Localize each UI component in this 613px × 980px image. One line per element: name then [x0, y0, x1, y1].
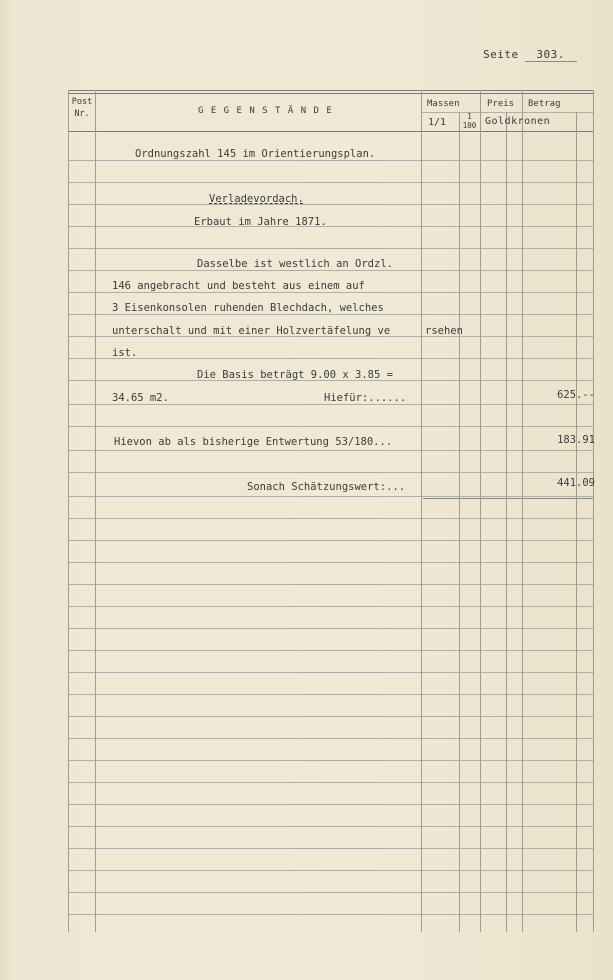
header-post-nr	[70, 96, 94, 120]
rule	[68, 738, 594, 739]
rule	[68, 606, 594, 607]
rule	[68, 694, 594, 695]
col-border	[593, 90, 594, 932]
amount-hievon: 183.91	[557, 434, 595, 446]
page-number-value: 303.	[525, 48, 577, 62]
rule	[68, 404, 594, 405]
entry-basis-1: Die Basis beträgt 9.00 x 3.85 =	[197, 369, 393, 381]
col-border	[480, 90, 481, 932]
entry-hievon: Hievon ab als bisherige Entwertung 53/180...	[114, 436, 393, 448]
rule	[68, 826, 594, 827]
col-border	[506, 112, 507, 932]
entry-built: Erbaut im Jahre 1871.	[194, 216, 327, 228]
rule	[68, 204, 594, 205]
header-gegenstaende: G E G E N S T Ä N D E	[198, 106, 333, 116]
rule	[68, 518, 594, 519]
col-border	[576, 112, 577, 932]
rule	[68, 182, 594, 183]
col-border	[68, 90, 69, 932]
header-massen-1-1: 1/1	[428, 117, 447, 128]
col-border	[421, 90, 422, 932]
amount-sonach: 441.09	[557, 477, 595, 489]
rule	[68, 672, 594, 673]
rule	[68, 716, 594, 717]
rule	[68, 848, 594, 849]
header-massen: Massen	[427, 99, 460, 109]
header-nr: Nr.	[74, 109, 90, 119]
rule	[68, 870, 594, 871]
rule	[68, 292, 594, 293]
amount-hiefuer: 625.--	[557, 389, 595, 401]
rule	[68, 584, 594, 585]
header-preis: Preis	[487, 99, 515, 109]
fraction-denominator: 100	[462, 121, 477, 130]
col-border	[95, 90, 96, 932]
entry-desc-1: Dasselbe ist westlich an Ordzl.	[197, 258, 393, 270]
rule	[68, 782, 594, 783]
rule	[68, 914, 594, 915]
entry-hiefuer: Hiefür:......	[324, 392, 407, 404]
rule	[68, 562, 594, 563]
total-double-rule	[423, 498, 594, 499]
header-massen-fraction	[461, 112, 478, 130]
rule	[68, 804, 594, 805]
rule	[68, 248, 594, 249]
page-label: Seite	[483, 48, 519, 61]
entry-title: Verladevordach.	[209, 193, 304, 205]
rule	[68, 358, 594, 359]
rule	[68, 628, 594, 629]
entry-desc-2: 146 angebracht und besteht aus einem auf	[112, 280, 365, 292]
rule	[68, 760, 594, 761]
rule	[68, 314, 594, 315]
rule	[68, 650, 594, 651]
entry-desc-5: ist.	[112, 347, 138, 359]
header-sub-rule	[421, 112, 594, 113]
rule	[68, 540, 594, 541]
header-bottom-rule	[68, 131, 594, 132]
rule	[68, 270, 594, 271]
rule	[68, 496, 594, 497]
rule	[68, 160, 594, 161]
fraction-numerator: 1	[467, 112, 472, 121]
entry-sonach: Sonach Schätzungswert:...	[247, 481, 406, 493]
rule	[68, 426, 594, 427]
entry-basis-2: 34.65 m2.	[112, 392, 169, 404]
entry-ordnungszahl: Ordnungszahl 145 im Orientierungsplan.	[135, 148, 376, 160]
top-rule-2	[68, 93, 594, 94]
rule	[68, 226, 594, 227]
header-currency: Goldkronen	[485, 116, 551, 127]
header-betrag: Betrag	[528, 99, 561, 109]
entry-desc-4a: unterschalt und mit einer Holzvertäfelung ve	[112, 325, 391, 337]
header-post: Post	[71, 97, 93, 107]
col-border	[522, 90, 523, 932]
rule	[68, 450, 594, 451]
top-rule	[68, 90, 594, 91]
rule	[68, 892, 594, 893]
entry-desc-4b: rsehen	[425, 325, 463, 337]
entry-desc-3: 3 Eisenkonsolen ruhenden Blechdach, welches	[112, 302, 384, 314]
rule	[68, 472, 594, 473]
col-border	[459, 112, 460, 932]
